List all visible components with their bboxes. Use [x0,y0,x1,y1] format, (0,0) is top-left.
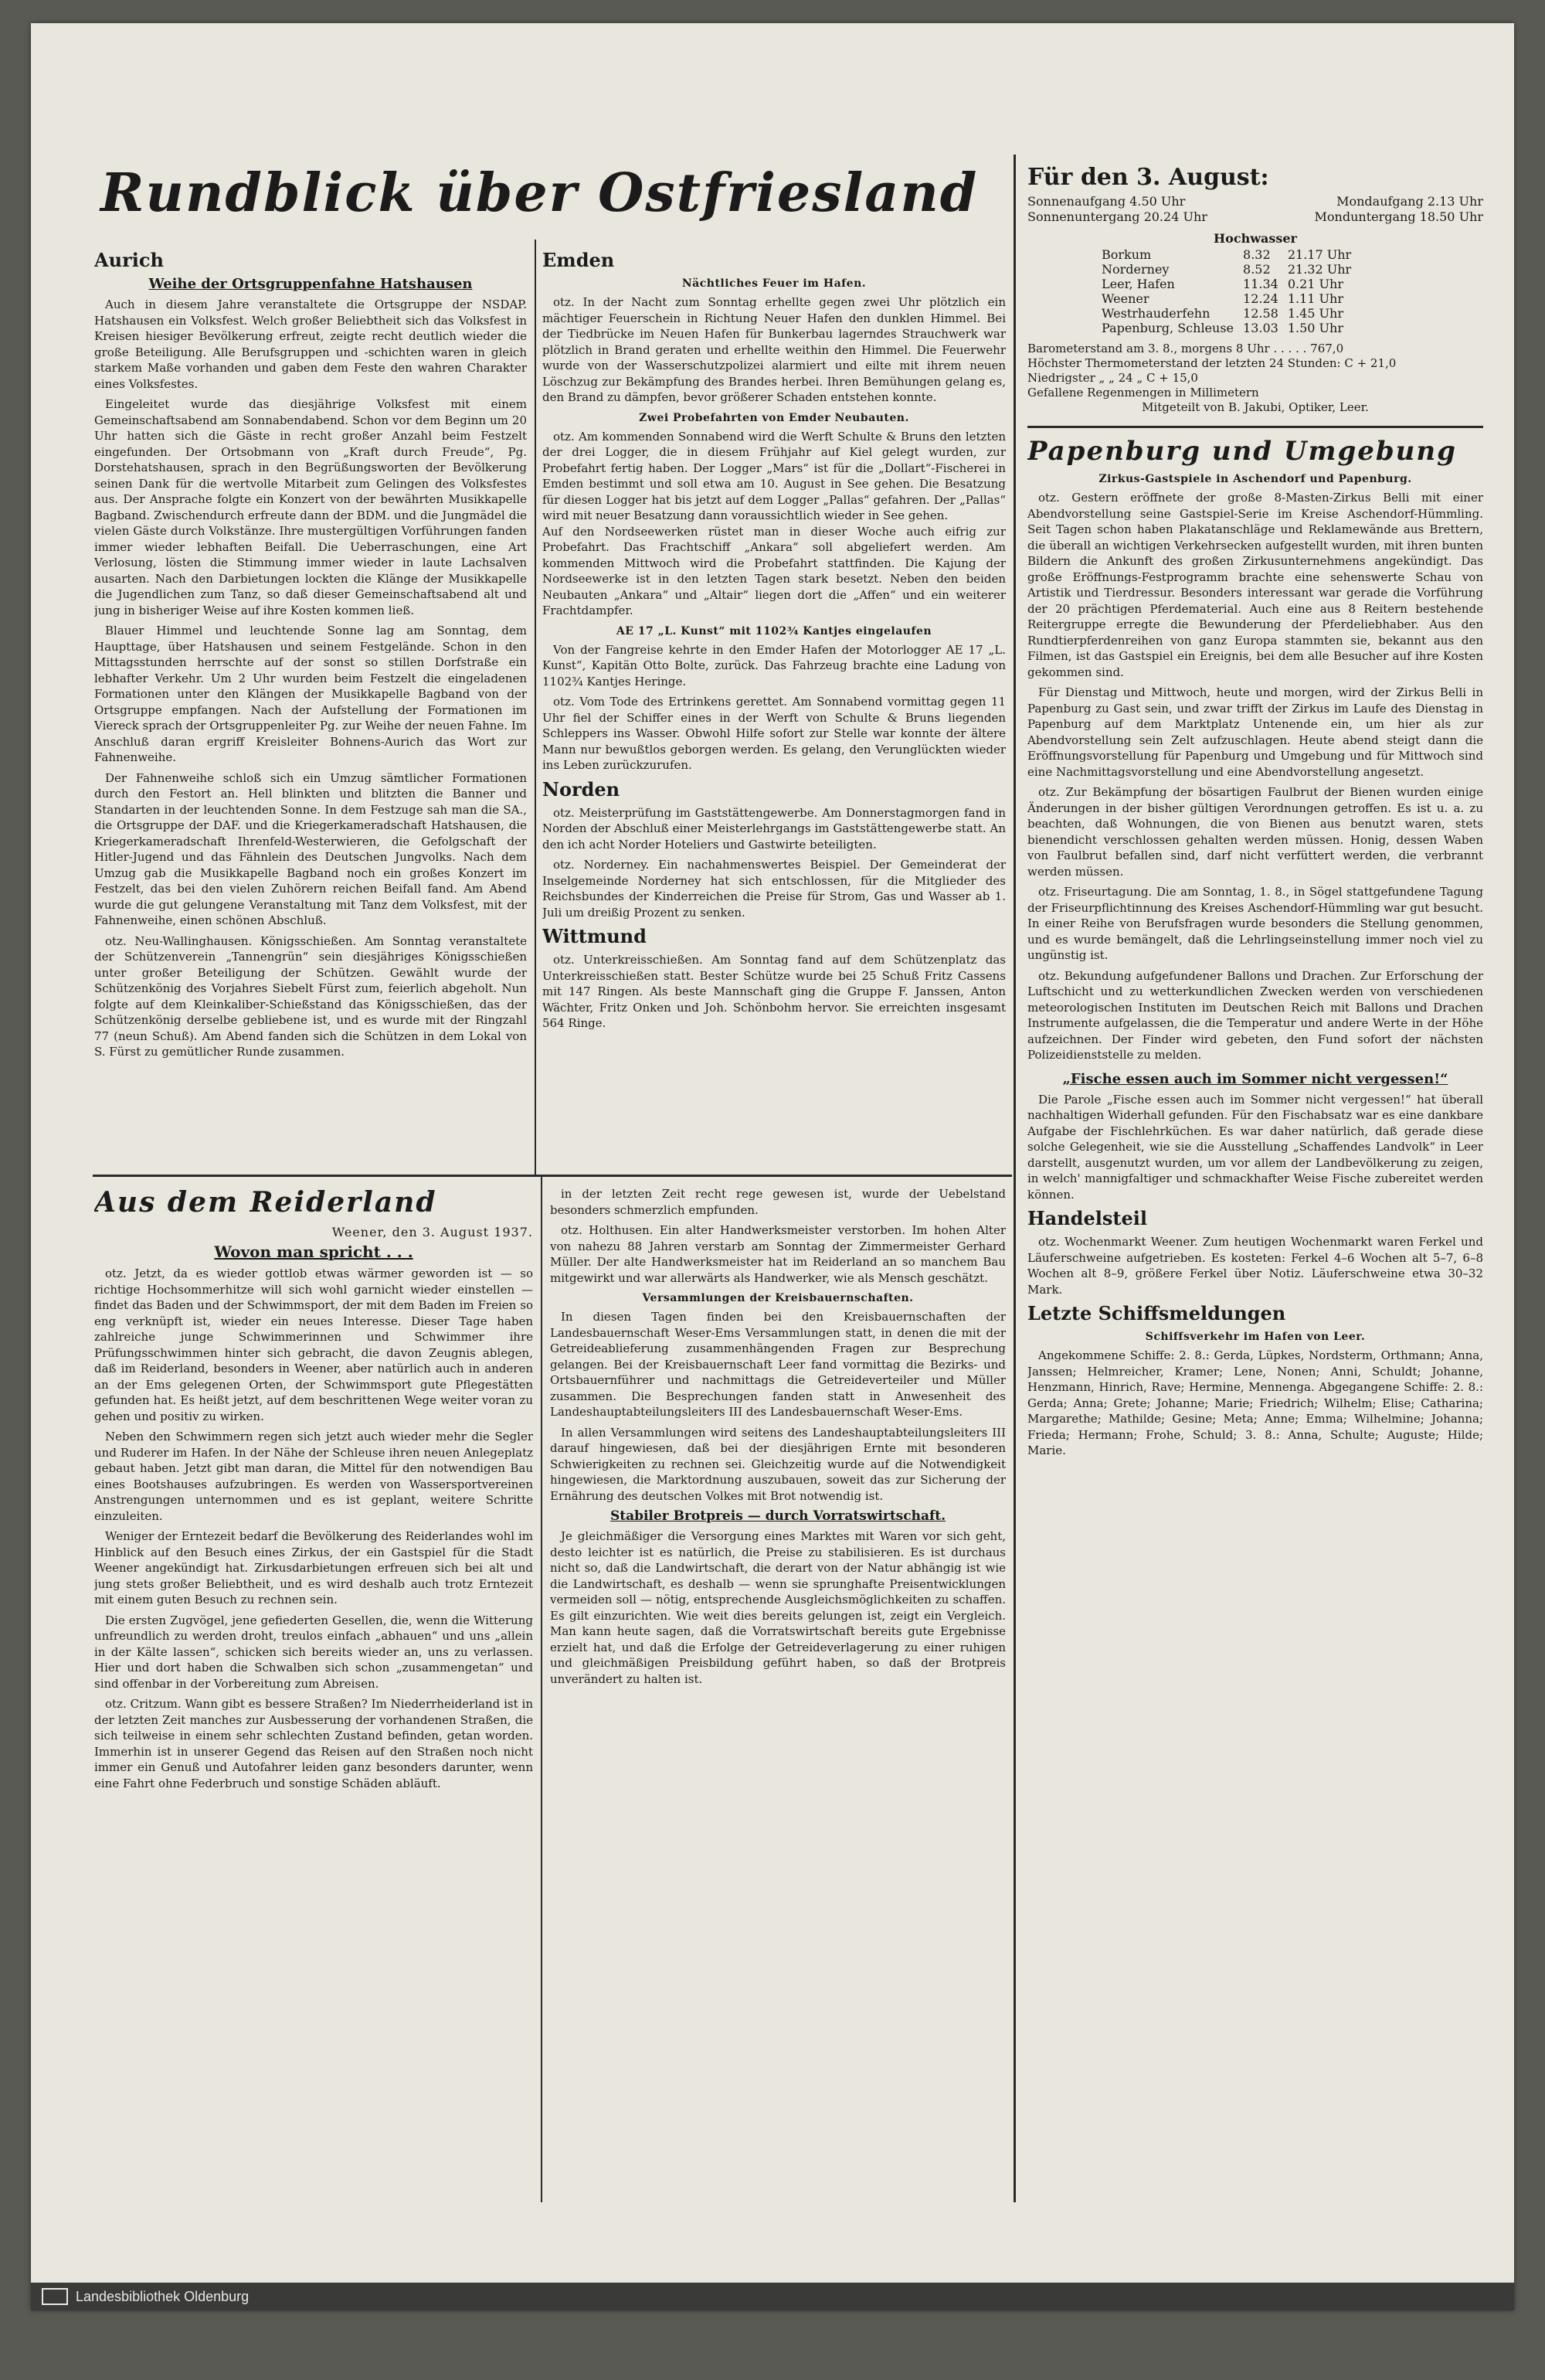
table-row: Norderney 8.52 21.32 Uhr [1102,262,1352,277]
moonset-label: Monduntergang [1314,209,1416,224]
article-paragraph: otz. Norderney. Ein nachahmenswertes Beispiel. Der Gemeinderat der Inselgemeinde Norderney hat sich entschlossen, für die Mitglieder des Reichsbundes der Kinderreichen die Preise für Strom, Gas und Wasser ab 1. Juli um dreißig Prozent zu senken. [542,858,1006,920]
article-paragraph: Der Fahnenweihe schloß sich ein Umzug sämtlicher Formationen durch den Festort an. Hell blinkten und blitzten die Banner und Standarten in der leuchtenden Sonne. In dem Festzuge sah man die SA., die Ortsgruppe der DAF. und die Kriegerkameradschaft Hatshausen, die Kriegerkameradschaft Ihrenfeld-Westerwieren, die Gefolgschaft der Hitler-Jugend und das Fähnlein des Deutschen Jungvolks. Nach dem Umzug gab die Musikkapelle Bagband noch ein großes Konzert im Festzelt, das bei den vielen Zuhörern reichen Beifall fand. Am Abend wurde die gut gelungene Veranstaltung mit Tanz dem Volksfest, mit der Fahnenweihe, einen schönen Abschluß. [94,770,527,927]
article-paragraph: otz. Unterkreisschießen. Am Sonntag fand auf dem Schützenplatz das Unterkreisschießen statt. Bester Schütze wurde bei 25 Schuß Fritz Cassens mit 147 Ringen. Als beste Mannschaft ging die Gruppe F. Janssen, Anton Wächter, Fritz Onken und Joh. Schönbohm hervor. Sie erreichten insgesamt 564 Ringe. [542,953,1006,1030]
article-paragraph: otz. In der Nacht zum Sonntag erhellte gegen zwei Uhr plötzlich ein mächtiger Feuerschein in Richtung Neuer Hafen den dunklen Himmel. Bei der Tiedbrücke im Neuen Hafen für Bunkerbau lagerndes Strauchwerk war plötzlich in Brand geraten und erhellte weithin den Himmel. Die Feuerwehr wurde von der Wasserschutzpolizei alarmiert und eilte mit ihrem neuen Löschzug zur Bekämpfung des Brandes herbei. Ihren Bemühungen gelang es, den Brand zu dämpfen, bevor größerer Schaden entstehen konnte. [542,295,1006,404]
article-headline: Wovon man spricht . . . [214,1243,413,1261]
article-paragraph: otz. Vom Tode des Ertrinkens gerettet. Am Sonnabend vormittag gegen 11 Uhr fiel der Schiffer eines in der Werft von Schulte & Bruns liegenden Schleppers ins Wasser. Obwohl Hilfe sofort zur Stelle war konnte der ältere Mann nur bewußtlos geborgen werden. Es gelang, den Verunglückten wieder ins Leben zurückzurufen. [542,695,1006,772]
article-paragraph: Für Dienstag und Mittwoch, heute und morgen, wird der Zirkus Belli in Papenburg zu Gast sein, und zwar trifft der Zirkus im Laufe des Dienstag in Papenburg auf dem Marktplatz Untenende ein, um hier als zur Abendvorstellung sein Zelt aufzuschlagen. Heute abend steigt dann die Eröffnungsvorstellung für Papenburg und Umgebung und für Mittwoch sind eine Nachmittagsvorstellung und eine Abendvorstellung angesetzt. [1027,685,1483,779]
weather-report: Barometerstand am 3. 8., morgens 8 Uhr . . . . . 767,0 Höchster Thermometerstand der letzten 24 Stunden: C + 21,0 Niedrigster „ „ 24 „ C + 15,0 Gefallene Regenmengen in Millimetern Mitgeteilt von B. Jakubi, Optiker, Leer. [1027,342,1397,414]
dateline: Weener, den 3. August 1937. [331,1225,533,1239]
column-rule [535,240,536,1175]
newspaper-page [31,23,1514,2310]
article-paragraph: otz. Am kommenden Sonnabend wird die Werft Schulte & Bruns den letzten der drei Logger, die in diesem Frühjahr auf Kiel gelegt wurden, zur Probefahrt fertig haben. Der Logger „Mars“ ist für die „Dollart“-Fischerei in Emden bestimmt und soll etwa am 10. August in See gehen. Die Besatzung für diesen Logger hat bis jetzt auf dem Logger „Pallas“ gefahren. Der „Pallas“ wird mit neuer Besatzung dann voraussichtlich wieder in See gehen. Auf den Nordseewerken rüstet man in dieser Woche auch eifrig zur Probefahrt. Das Frachtschiff „Ankara“ soll abgeliefert werden. Am kommenden Mittwoch wird die Probefahrt stattfinden. Die Kajung der Nordseewerke ist in den letzten Tagen stark besetzt. Neben den beiden Neubauten „Ankara“ und „Altair“ liegen dort die „Affen“ und ein weiterer Frachtdampfer. [542,429,1006,617]
article-paragraph: otz. Friseurtagung. Die am Sonntag, 1. 8., in Sögel stattgefundene Tagung der Friseurpflichtinnung des Kreises Aschendorf-Hümmling war gut besucht. In einer Reihe von Berufsfragen wurde besonders die Stellung genommen, und es wurde bemängelt, daß die Lehrlingseinstellung immer noch viel zu ungünstig ist. [1027,885,1483,962]
tides-table [1097,247,1356,335]
article-paragraph: Blauer Himmel und leuchtende Sonne lag am Sonntag, dem Haupttage, über Hatshausen und seinem Festgelände. Schon in den Mittagsstunden herrschte auf der sonst so stillen Dorfstraße ein lebhafter Verkehr. Um 2 Uhr wurden beim Festzelt die eingeladenen Formationen unter den Klängen der Musikkapelle Bagband von der Ortsgruppe empfangen. Nach der Aufstellung der Formationen im Viereck sprach der Ortsgruppenleiter Pg. zur Weihe der neuen Fahne. Im Anschluß daran ergriff Kreisleiter Bohnens-Aurich das Wort zur Fahnenweihe. [94,624,527,764]
article-paragraph: otz. Critzum. Wann gibt es bessere Straßen? Im Niederrheiderland ist in der letzten Zeit manches zur Ausbesserung der vorhandenen Straßen, die sich teilweise in einem sehr schlechten Zustand befinden, getan worden. Immerhin ist in unserer Gegend das Reisen auf den Straßen noch nicht immer ein Genuß und Autofahrer leiden ganz besonders darunter, wenn eine Fahrt ohne Federbruch und sonstige Schäden abläuft. [94,1697,533,1790]
moonrise-time: 2.13 Uhr [1427,194,1483,209]
article-paragraph: Weniger der Erntezeit bedarf die Bevölkerung des Reiderlandes wohl im Hinblick auf den Besuch eines Zirkus, der ein Gastspiel für die Stadt Weener angekündigt hat. Zirkusdarbietungen erfreuen sich bei alt und jung stets großer Beliebtheit, und es wird deshalb auch trotz Erntezeit mit einem guten Besuch zu rechnen sein. [94,1529,533,1606]
article-paragraph: Neben den Schwimmern regen sich jetzt auch wieder mehr die Segler und Ruderer im Hafen. In der Nähe der Schleuse ihren neuen Anlegeplatz gebaut haben. Jetzt gibt man daran, die Mittel für den notwendigen Bau eines Bootshauses aufzubringen. Es werden von Wassersportvereinen Anstrengungen unternommen und es ist geplant, weitere Schritte einzuleiten. [94,1430,533,1523]
article-paragraph: otz. Wochenmarkt Weener. Zum heutigen Wochenmarkt waren Ferkel und Läuferschweine aufgetrieben. Es kosteten: Ferkel 4–6 Wochen alt 5–7, 6–8 Wochen alt 8–9, größere Ferkel über Notiz. Läuferschweine etwa 30–32 Mark. [1027,1235,1483,1297]
article-paragraph: in der letzten Zeit recht rege gewesen ist, wurde der Uebelstand besonders schmerzlich empfunden. [550,1187,1006,1217]
section-heading-ships: Letzte Schiffsmeldungen [1027,1302,1286,1324]
article-paragraph: Eingeleitet wurde das diesjährige Volksfest mit einem Gemeinschaftsabend am Sonnabendabend. Schon vor dem Beginn um 20 Uhr hatten sich die Gäste in recht großer Anzahl beim Festzelt eingefunden. Der Ortsobmann von „Kraft durch Freude“, Pg. Dorstehatshausen, sprach in den Begrüßungsworten der Bevölkerung seinen Dank für die wertvolle Mitarbeit zum Gelingen des Volksfestes aus. Der Ansprache folgte ein Konzert von der bewährten Musikkapelle Bagband. Zwischendurch erfreute dann der BDM. und die Jungmädel die vielen Gäste durch Volkstänze. Ihre mustergültigen Vorführungen fanden immer wieder lebhaften Beifall. Die Ueberraschungen, eine Art Verlosung, lösten die Stimmung immer wieder in laute Lachsalven ausarten. Nach den Darbietungen lockten die Klänge der Musikkapelle die Jugendlichen zum Tanz, so daß dieser Gemeinschaftsabend alt und jung in bisheriger Weise auf ihre Kosten kommen ließ. [94,397,527,617]
section-rule [93,1175,1012,1177]
column-rule [1014,155,1016,2202]
library-footer [31,2283,1514,2310]
article-paragraph: In allen Versammlungen wird seitens des Landeshauptabteilungsleiters III darauf hingewiesen, daß bei der diesjährigen Ernte mit besonderen Schwierigkeiten zu rechnen sei. Gleichzeitig wurde auf die Notwendigkeit hingewiesen, die Marktordnung auszubauen, soweit das zur Sicherung der Ernährung des deutschen Volkes mit Brot notwendig ist. [550,1425,1006,1503]
article-headline: Weihe der Ortsgruppenfahne Hatshausen [148,276,473,292]
table-row: Borkum 8.32 21.17 Uhr [1102,247,1352,262]
sunrise-time: 4.50 Uhr [1129,194,1186,209]
article-headline: Stabiler Brotpreis — durch Vorratswirtschaft. [610,1508,946,1524]
article-paragraph: Je gleichmäßiger die Versorgung eines Marktes mit Waren vor sich geht, desto leichter ist es natürlich, die Preise zu stabilisieren. Es ist durchaus nicht so, daß die Landwirtschaft, die derart von der Natur abhängig ist wie die Landwirtschaft, es deshalb — wenn sie sprunghafte Preisentwicklungen vermeiden soll — nötig, entsprechende Ausgleichsmöglichkeiten zu schaffen. Es gilt einzurichten. Wie weit dies bereits gelungen ist, zeigt ein Vergleich. Man kann heute sagen, daß die Vorratswirtschaft bereits gute Ergebnisse erzielt hat, und daß die Erfolge der Getreideverlagerung zu einer ruhigen und gleichmäßigen Preisbildung geführt haben, so daß der Brotpreis unverändert zu halten ist. [550,1529,1006,1686]
article-paragraph: In diesen Tagen finden bei den Kreisbauernschaften der Landesbauernschaft Weser-Ems Versammlungen statt, in denen die mit der Getreideablieferung zusammenhängenden Fragen zur Besprechung gelangen. Bei der Kreisbauernschaft Leer fand vormittag die Bezirks- und Ortsbauernführer und nachmittags die Getreideverteiler und Müller zusammen. Die Besprechungen fanden statt in Anwesenheit des Landeshauptabteilungsleiters III des Landesbauernschaft Weser-Ems. [550,1310,1006,1419]
section-heading-reiderland: Aus dem Reiderland [94,1186,437,1219]
article-headline: Nächtliches Feuer im Hafen. [681,277,867,290]
column-rule [541,1175,542,2202]
sun-moon-times [1027,194,1483,225]
section-heading-papenburg: Papenburg und Umgebung [1027,436,1457,467]
article-paragraph: Die Parole „Fische essen auch im Sommer nicht vergessen!“ hat überall nachhaltigen Widerhall gefunden. Für den Fischabsatz war es eine dankbare Aufgabe der Fischlehrküchen. Es war daher natürlich, daß gerade diese solche Gelegenheit, wie sie die Ausstellung „Schaffendes Landvolk“ in Leer darstellt, ausgenutzt wurden, um vor allem der Landbevölkerung zu zeigen, in welch' mannigfaltiger und schmackhafter Weise Fische zubereitet werden können. [1027,1092,1483,1202]
table-row: Westrhauderfehn 12.58 1.45 Uhr [1102,306,1343,321]
article-headline: Zwei Probefahrten von Emder Neubauten. [639,411,909,424]
section-rule [1027,426,1483,428]
section-heading-aurich: Aurich [94,249,164,271]
article-paragraph: otz. Bekundung aufgefundener Ballons und Drachen. Zur Erforschung der Luftschicht und zu wetterkundlichen Zwecken werden von verschiedenen meteorologischen Instituten im Deutschen Reich mit Ballons und Drachen Instrumente aufgelassen, die die Temperatur und andere Werte in der Höhe aufzeichnen. Der Finder wird gebeten, den Fund sofort der nächsten Polizeidienststelle zu melden. [1027,968,1483,1062]
column-aurich [94,247,527,1167]
article-paragraph: otz. Holthusen. Ein alter Handwerksmeister verstorben. Im hohen Alter von nahezu 88 Jahren verstarb am Sonntag der Zimmermeister Gerhard Müller. Der alte Handwerksmeister hat im Reiderland an so manchem Bau mitgewirkt und war allerwärts als Handwerker, wie als Mensch geschätzt. [550,1223,1006,1285]
library-name: Landesbibliothek Oldenburg [76,2288,250,2304]
article-paragraph: otz. Jetzt, da es wieder gottlob etwas wärmer geworden ist — so richtige Hochsommerhitze will sich wohl garnicht wieder einstellen — findet das Baden und der Schwimmsport, der mit dem Baden im Freien so eng verknüpft ist, wieder ein neues Interesse. Dieser Tage haben zahlreiche junge Schwimmerinnen und Schwimmer ihre Prüfungsschwimmen hinter sich gebracht, die davon Zeugnis ablegen, daß im Reiderland, besonders in Weener, aber natürlich auch in anderen an der Ems gelegenen Orten, der Schwimmsport gute Pflegestätten gefunden hat. Es heißt jetzt, auf dem beschrittenen Wege weiter voran zu gehen und positiv zu wirken. [94,1266,533,1423]
article-paragraph: Angekommene Schiffe: 2. 8.: Gerda, Lüpkes, Nordsterm, Orthmann; Anna, Janssen; Helmreicher, Kramer; Lene, Nonen; Anni, Schuldt; Johanne, Henzmann, Hinrich, Rave; Hermine, Mennenga. Abgegangene Schiffe: 2. 8.: Gerda; Anna; Grete; Johanne; Marie; Friedrich; Wilhelm; Elise; Catharina; Margarethe; Mathilde; Gesine; Meta; Anne; Emma; Wilhelmine; Johanna; Frieda; Hermann; Frohe, Schuld; 3. 8.: Anna, Schulte; Auguste; Hilde; Marie. [1027,1348,1483,1457]
column-reiderland [94,1186,533,2198]
article-headline: „Fische essen auch im Sommer nicht vergessen!“ [1062,1070,1448,1087]
article-paragraph: Von der Fangreise kehrte in den Emder Hafen der Motorlogger AE 17 „L. Kunst“, Kapitän Otto Bolte, zurück. Das Fahrzeug brachte eine Ladung von 1102¾ Kantjes Heringe. [542,642,1006,688]
sunset-label: Sonnenuntergang [1027,209,1140,224]
article-paragraph: otz. Meisterprüfung im Gaststättengewerbe. Am Donnerstagmorgen fand in Norden der Abschluß einer Meisterlehrgangs im Gaststättengewerbe statt. An den ich acht Norder Hoteliers und Gastwirte beteiligten. [542,805,1006,852]
masthead-title: Rundblick über Ostfriesland [100,162,979,224]
article-paragraph: Die ersten Zugvögel, jene gefiederten Gesellen, die, wenn die Witterung unfreundlich zu werden droht, treulos einfach „abhauen“ und uns „allein in der Kälte lassen“, schicken sich bereits wieder an, uns zu verlassen. Hier und dort haben die Schwalben sich schon „zusammengetan“ und sind offenbar in der Vorbereitung zum Abreisen. [94,1613,533,1691]
tides-heading: Hochwasser [1214,231,1297,246]
article-paragraph: otz. Zur Bekämpfung der bösartigen Faulbrut der Bienen wurden einige Änderungen in der bisher gültigen Verordnungen getroffen. Es ist u. a. zu beachten, daß Wohnungen, die von Bienen aus benutzt waren, stets bienendicht verschlossen gehalten werden müssen. Honig, dessen Waben von Faulbrut befallen sind, darf nicht verfüttert werden, die verbrannt werden müssen. [1027,785,1483,879]
moonrise-label: Mondaufgang [1336,194,1424,209]
column-right [1027,162,1483,2202]
article-paragraph: Auch in diesem Jahre veranstaltete die Ortsgruppe der NSDAP. Hatshausen ein Volksfest. Welch großer Beliebtheit sich das Volksfest in Kreisen hiesiger Bevölkerung erfreut, zeigte recht deutlich wieder die große Beteiligung. Alle Berufsgruppen und -schichten waren in gleich starkem Maße vorhanden und gaben dem Feste den wahren Charakter eines Volksfestes. [94,298,527,391]
sunset-time: 20.24 Uhr [1143,209,1207,224]
column-bottom-mid [550,1186,1006,2198]
section-heading-wittmund: Wittmund [542,925,647,947]
column-emden [542,247,1006,1167]
section-heading-norden: Norden [542,777,620,801]
section-heading-handel: Handelsteil [1027,1207,1147,1229]
table-row: Weener 12.24 1.11 Uhr [1102,291,1343,306]
date-heading: Für den 3. August: [1027,164,1269,191]
article-headline: Schiffsverkehr im Hafen von Leer. [1145,1331,1366,1343]
article-headline: Versammlungen der Kreisbauernschaften. [642,1292,914,1304]
library-logo-icon [42,2288,68,2305]
article-headline: AE 17 „L. Kunst“ mit 1102¾ Kantjes eingelaufen [616,624,932,638]
article-paragraph: otz. Gestern eröffnete der große 8-Masten-Zirkus Belli mit einer Abendvorstellung seine Gastspiel-Serie im Kreise Aschendorf-Hümmling. Seit Tagen schon haben Plakatanschläge und Reklamewände aus Brettern, die überall an wichtigen Verkehrsecken aufgestellt wurden, mit ihren bunten Bildern die Ankunft des großen Zirkusunternehmens angekündigt. Das große Eröffnungs-Festprogramm brachte eine sehenswerte Schau von Artistik und Tierdressur. Besonders interessant war gerade die Vorführung der 20 prächtigen Pferdematerial. Auch eine aus 8 Reitern bestehende Reitergruppe erregte die Bewunderung der Pferdeliebhaber. Aus den Rundtierpferdenreihen von ganz Europa stammten sie, bekannt aus den Filmen, ist das Gastspiel ein Ereignis, bei dem alle Besucher auf ihre Kosten gekommen sind. [1027,491,1483,679]
table-row: Papenburg, Schleuse 13.03 1.50 Uhr [1102,321,1343,335]
sunrise-label: Sonnenaufgang [1027,194,1126,209]
section-heading-emden: Emden [542,249,615,271]
table-row: Leer, Hafen 11.34 0.21 Uhr [1102,277,1343,291]
article-headline: Zirkus-Gastspiele in Aschendorf und Papenburg. [1098,473,1412,485]
article-paragraph: otz. Neu-Wallinghausen. Königsschießen. Am Sonntag veranstaltete der Schützenverein „Tannengrün“ sein diesjähriges Königsschießen unter großer Beteiligung der Schützen. Gewählt wurde der Schützenkönig des Vorjahres Siebelt Fürst zum, feierlich abgeholt. Nun folgte auf dem Kleinkaliber-Schießstand das Königsschießen, das der Schützenkönig derselbe gebliebene ist, und es wurde mit der Ringzahl 77 (neun Schuß). Am Abend fanden sich die Schützen in dem Lokal von S. Fürst zu gemütlicher Runde zusammen. [94,933,527,1059]
moonset-time: 18.50 Uhr [1419,209,1483,224]
